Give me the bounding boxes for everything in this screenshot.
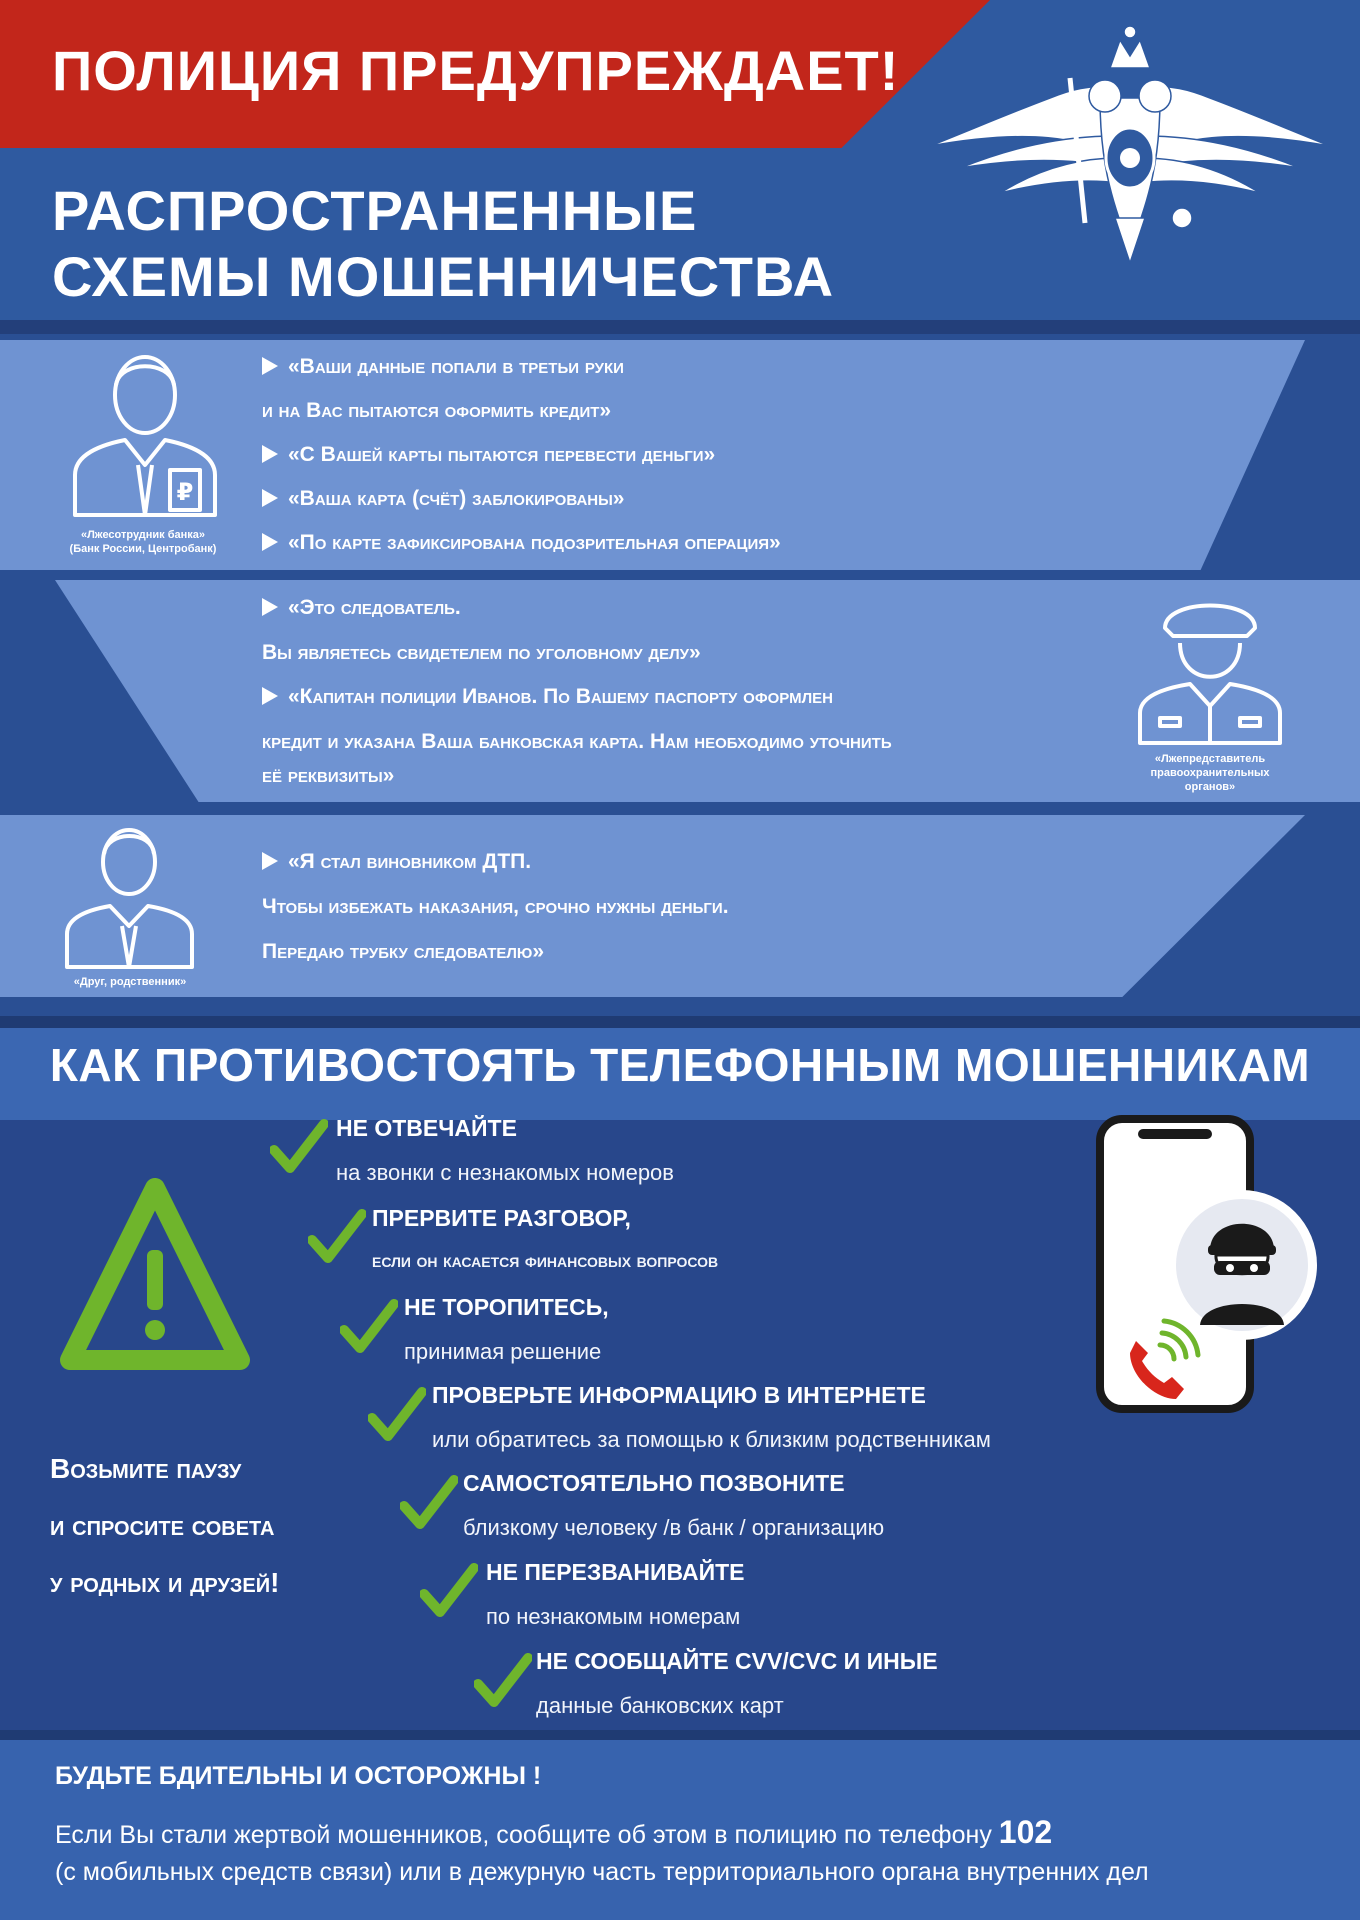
bank-employee-icon: [70, 345, 220, 520]
svg-text:₽: ₽: [176, 478, 194, 506]
scheme-2-line-1: «Это следователь.: [262, 596, 461, 620]
section2-title: КАК ПРОТИВОСТОЯТЬ ТЕЛЕФОННЫМ МОШЕННИКАМ: [49, 1039, 1311, 1091]
bank-employee-label: «Лжесотрудник банка» (Банк России, Центробанк): [69, 529, 217, 555]
tip-4-head: ПРОВЕРЬТЕ ИНФОРМАЦИЮ В ИНТЕРНЕТЕ: [432, 1382, 926, 1408]
scheme-2-line-5: её реквизиты»: [262, 764, 395, 787]
scheme-1-line-1: «Ваши данные попали в третьи руки: [262, 355, 624, 379]
divider: [0, 320, 1360, 334]
relative-icon: [62, 822, 197, 972]
checkmark-icon: [474, 1652, 532, 1710]
footer-title: БУДЬТЕ БДИТЕЛЬНЫ И ОСТОРОЖНЫ !: [55, 1762, 542, 1790]
police-phone-number: 102: [998, 1814, 1053, 1850]
bullet-arrow-icon: [262, 852, 278, 870]
banner-title: ПОЛИЦИЯ ПРЕДУПРЕЖДАЕТ!: [52, 39, 900, 102]
tip-7-sub: данные банковских карт: [536, 1693, 784, 1718]
scheme-2-line-4: кредит и указана Ваша банковская карта. Нам необходимо уточнить: [262, 730, 892, 753]
bullet-arrow-icon: [262, 687, 278, 705]
tip-1-head: НЕ ОТВЕЧАЙТЕ: [336, 1115, 517, 1141]
title-line-2: СХЕМЫ МОШЕННИЧЕСТВА: [52, 245, 835, 308]
tip-5-head: САМОСТОЯТЕЛЬНО ПОЗВОНИТЕ: [463, 1470, 845, 1496]
divider: [0, 1730, 1360, 1740]
bullet-arrow-icon: [262, 445, 278, 463]
footer-line-2: (с мобильных средств связи) или в дежурную часть территориального органа внутренних дел: [55, 1858, 1149, 1886]
bullet-arrow-icon: [262, 357, 278, 375]
checkmark-icon: [400, 1474, 458, 1532]
divider: [0, 1016, 1360, 1028]
bullet-arrow-icon: [262, 598, 278, 616]
scheme-1-line-4: «Ваша карта (счёт) заблокированы»: [262, 487, 624, 511]
police-officer-icon: [1135, 588, 1285, 748]
checkmark-icon: [270, 1118, 328, 1176]
scheme-3-line-3: Передаю трубку следователю»: [262, 940, 545, 963]
tip-4-sub: или обратитесь за помощью к близким родственникам: [432, 1427, 991, 1452]
tip-2-head: ПРЕРВИТЕ РАЗГОВОР,: [372, 1205, 631, 1231]
tip-5-sub: близкому человеку /в банк / организацию: [463, 1515, 885, 1540]
scheme-3-line-2: Чтобы избежать наказания, срочно нужны деньги.: [262, 895, 729, 918]
tip-3-sub: принимая решение: [404, 1339, 602, 1364]
checkmark-icon: [368, 1386, 426, 1444]
relative-label: «Друг, родственник»: [73, 976, 187, 988]
advice-text: Возьмите паузу и спросите совета у родных и друзей!: [50, 1453, 280, 1598]
bullet-arrow-icon: [262, 533, 278, 551]
footer-line-1: Если Вы стали жертвой мошенников, сообщите об этом в полицию по телефону 102: [55, 1814, 1053, 1850]
scheme-2-line-2: Вы являетесь свидетелем по уголовному делу»: [262, 641, 701, 664]
scheme-1-line-3: «С Вашей карты пытаются перевести деньги»: [262, 443, 715, 467]
phone-scam-call-icon: [1090, 1115, 1320, 1415]
scheme-2-line-3: «Капитан полиции Иванов. По Вашему паспорту оформлен: [262, 685, 833, 709]
checkmark-icon: [340, 1298, 398, 1356]
police-officer-label: «Лжепредставитель правоохранительных органов»: [1150, 753, 1270, 793]
tip-7-head: НЕ СООБЩАЙТЕ CVV/CVC И ИНЫЕ: [536, 1648, 938, 1674]
bullet-arrow-icon: [262, 489, 278, 507]
tip-6-head: НЕ ПЕРЕЗВАНИВАЙТЕ: [486, 1559, 745, 1585]
page-title: [52, 178, 834, 310]
tip-1-sub: на звонки с незнакомых номеров: [336, 1160, 674, 1185]
warning-triangle-icon: [55, 1170, 255, 1380]
double-headed-eagle-icon: [920, 18, 1340, 268]
scheme-3-line-1: «Я стал виновником ДТП.: [262, 850, 531, 874]
checkmark-icon: [308, 1208, 366, 1266]
tip-2-sub: если он касается финансовых вопросов: [372, 1250, 719, 1272]
tip-6-sub: по незнакомым номерам: [486, 1604, 741, 1629]
scheme-1-line-2: и на Вас пытаются оформить кредит»: [262, 399, 612, 422]
title-line-1: РАСПРОСТРАНЕННЫЕ: [52, 179, 698, 242]
scheme-1-line-5: «По карте зафиксирована подозрительная операция»: [262, 531, 781, 555]
tip-3-head: НЕ ТОРОПИТЕСЬ,: [404, 1294, 609, 1320]
checkmark-icon: [420, 1562, 478, 1620]
